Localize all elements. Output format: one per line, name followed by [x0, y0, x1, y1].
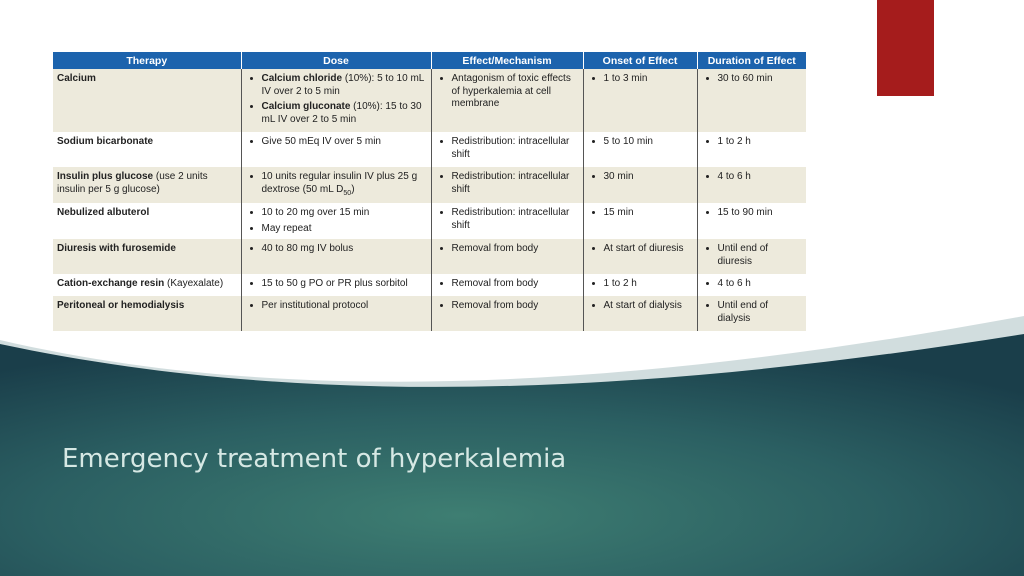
therapy-name: Sodium bicarbonate: [57, 136, 154, 147]
onset-item: 30 min: [604, 171, 693, 184]
onset-item: 1 to 2 h: [604, 278, 693, 291]
effect-item: Antagonism of toxic effects of hyperkalemia at cell membrane: [452, 73, 579, 111]
effect-cell: [431, 296, 583, 331]
dose-cell: [241, 203, 431, 239]
effect-cell: [431, 167, 583, 203]
effect-item: Removal from body: [452, 243, 579, 256]
effect-cell: [431, 203, 583, 239]
dose-cell: [241, 274, 431, 296]
dose-item: [262, 101, 427, 126]
duration-cell: [697, 203, 806, 239]
duration-cell: [697, 239, 806, 274]
dose-detail: (10%): 15 to 30 mL IV over 2 to 5 min: [261, 101, 422, 125]
duration-item: 15 to 90 min: [718, 207, 803, 220]
dose-item: Per institutional protocol: [262, 300, 427, 313]
onset-item: At start of dialysis: [604, 300, 693, 313]
table-row: [53, 203, 806, 239]
table-row: [53, 132, 806, 167]
onset-item: 1 to 3 min: [604, 73, 693, 86]
dose-item: [262, 73, 427, 98]
effect-item: Redistribution: intracellular shift: [452, 207, 579, 232]
onset-item: 5 to 10 min: [604, 136, 693, 149]
effect-cell: [431, 274, 583, 296]
dose-detail: (10%): 5 to 10 mL IV over 2 to 5 min: [261, 73, 424, 97]
dose-item: Give 50 mEq IV over 5 min: [262, 136, 427, 149]
therapy-note: (use 2 units insulin per 5 g glucose): [57, 171, 208, 195]
effect-cell: [431, 239, 583, 274]
dose-cell: [241, 167, 431, 203]
table-header-row: [53, 52, 806, 69]
header-therapy: Therapy: [53, 52, 241, 69]
therapy-cell: [53, 239, 241, 274]
dose-detail: 10 units regular insulin IV plus 25 g dextrose (50 mL D: [261, 171, 418, 195]
effect-cell: [431, 69, 583, 132]
effect-cell: [431, 132, 583, 167]
onset-item: 15 min: [604, 207, 693, 220]
dose-cell: [241, 296, 431, 331]
onset-cell: [583, 239, 697, 274]
table-row: [53, 69, 806, 132]
duration-cell: [697, 296, 806, 331]
effect-item: Redistribution: intracellular shift: [452, 171, 579, 196]
onset-item: At start of diuresis: [604, 243, 693, 256]
dose-cell: [241, 132, 431, 167]
table-row: [53, 296, 806, 331]
duration-item: 4 to 6 h: [718, 171, 803, 184]
duration-item: Until end of diuresis: [718, 243, 803, 268]
therapy-cell: [53, 203, 241, 239]
therapy-name: Peritoneal or hemodialysis: [57, 300, 185, 311]
background-wave: [0, 300, 1024, 576]
dose-cell: [241, 239, 431, 274]
dose-drug-name: Calcium gluconate: [261, 101, 351, 112]
dose-item: 40 to 80 mg IV bolus: [262, 243, 427, 256]
header-effect-mechanism: Effect/Mechanism: [431, 52, 583, 69]
dose-item: May repeat: [262, 223, 427, 236]
effect-item: Removal from body: [452, 278, 579, 291]
onset-cell: [583, 132, 697, 167]
duration-cell: [697, 69, 806, 132]
onset-cell: [583, 167, 697, 203]
table-row: [53, 167, 806, 203]
therapy-note: (Kayexalate): [164, 278, 224, 289]
therapy-name: Nebulized albuterol: [57, 207, 150, 218]
onset-cell: [583, 203, 697, 239]
duration-cell: [697, 167, 806, 203]
effect-item: Removal from body: [452, 300, 579, 313]
onset-cell: [583, 69, 697, 132]
hyperkalemia-treatment-table: [53, 52, 806, 331]
therapy-name: Calcium: [57, 73, 96, 84]
dose-drug-name: Calcium chloride: [261, 73, 343, 84]
duration-cell: [697, 274, 806, 296]
onset-cell: [583, 296, 697, 331]
dose-cell: [241, 69, 431, 132]
dose-item: [262, 171, 427, 200]
accent-red-bar: [877, 0, 934, 96]
therapy-cell: [53, 132, 241, 167]
therapy-cell: [53, 274, 241, 296]
header-duration: Duration of Effect: [697, 52, 806, 69]
header-onset: Onset of Effect: [583, 52, 697, 69]
duration-item: Until end of dialysis: [718, 300, 803, 325]
duration-cell: [697, 132, 806, 167]
therapy-name: Cation-exchange resin: [57, 278, 165, 289]
therapy-name: Insulin plus glucose: [57, 171, 154, 182]
slide-title: Emergency treatment of hyperkalemia: [62, 444, 567, 474]
table-row: [53, 274, 806, 296]
dose-detail-tail: ): [351, 183, 355, 195]
dose-item: 15 to 50 g PO or PR plus sorbitol: [262, 278, 427, 291]
dose-item: 10 to 20 mg over 15 min: [262, 207, 427, 220]
dose-subscript: 50: [343, 189, 352, 197]
onset-cell: [583, 274, 697, 296]
header-dose: Dose: [241, 52, 431, 69]
duration-item: 1 to 2 h: [718, 136, 803, 149]
therapy-name: Diuresis with furosemide: [57, 243, 176, 254]
therapy-cell: [53, 69, 241, 132]
therapy-cell: [53, 167, 241, 203]
duration-item: 4 to 6 h: [718, 278, 803, 291]
therapy-cell: [53, 296, 241, 331]
table-row: [53, 239, 806, 274]
effect-item: Redistribution: intracellular shift: [452, 136, 579, 161]
duration-item: 30 to 60 min: [718, 73, 803, 86]
